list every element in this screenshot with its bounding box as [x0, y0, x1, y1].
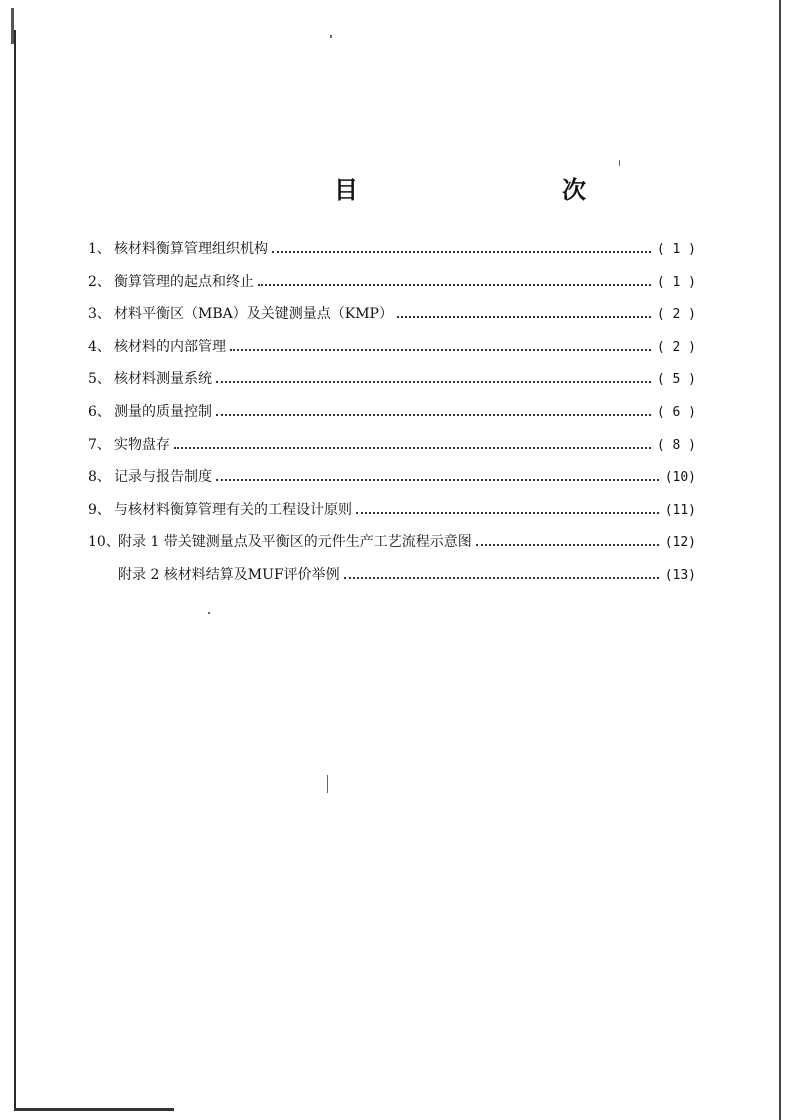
toc-entry[interactable]: [88, 271, 696, 304]
toc-entry-title: 衡算管理的起点和终止: [114, 273, 254, 290]
toc-entry-page: (10): [664, 470, 696, 486]
toc-entry[interactable]: [88, 336, 696, 369]
toc-entry[interactable]: [88, 531, 696, 564]
toc-entry-title: 测量的质量控制: [114, 403, 212, 420]
toc-entry-number: 5、: [88, 371, 111, 388]
toc-entry[interactable]: [88, 499, 696, 532]
dot-leader: [344, 577, 659, 579]
dot-leader: [216, 414, 651, 416]
toc-entry-number: 3、: [88, 306, 111, 323]
toc-entry-title: 材料平衡区（MBA）及关键测量点（KMP）: [114, 306, 393, 323]
toc-entry-page: ( 6 ): [656, 404, 696, 420]
toc-entry-number: 6、: [88, 403, 111, 420]
toc-entry-page: (13): [664, 567, 696, 583]
scan-speck: [330, 35, 332, 38]
toc-entry[interactable]: [88, 368, 696, 401]
toc-entry[interactable]: [88, 466, 696, 499]
toc-entry-page: ( 2 ): [656, 307, 696, 323]
scan-left-edge: [14, 30, 16, 1110]
dot-leader: [230, 349, 651, 351]
toc-entry-title: 核材料测量系统: [114, 371, 212, 388]
scan-left-mark: [11, 8, 14, 44]
toc-entry-page: ( 5 ): [656, 372, 696, 388]
toc-entry-number: 4、: [88, 338, 111, 355]
toc-entry[interactable]: [88, 434, 696, 467]
toc-entry-number: 9、: [88, 501, 111, 518]
toc-entry[interactable]: [88, 303, 696, 336]
toc-entry-title: 与核材料衡算管理有关的工程设计原则: [114, 501, 352, 518]
toc-entry-page: ( 1 ): [656, 242, 696, 257]
dot-leader: [397, 316, 651, 318]
toc-entry-page: ( 2 ): [656, 339, 696, 355]
toc-entry-title: 核材料的内部管理: [114, 338, 226, 355]
scan-bottom-edge: [14, 1108, 174, 1111]
toc-entry[interactable]: [88, 401, 696, 434]
page-title: 目 次: [334, 175, 638, 204]
toc-entry-number: 8、: [88, 469, 111, 486]
toc-entry-number: 2、: [88, 273, 111, 290]
toc-entry-number: 10、: [88, 534, 120, 551]
dot-leader: [174, 447, 651, 449]
dot-leader: [258, 284, 651, 286]
toc-entry-title: 附录 2 核材料结算及MUF评价举例: [118, 566, 340, 583]
scan-speck: [619, 160, 620, 166]
table-of-contents: [88, 238, 696, 597]
toc-entry[interactable]: [88, 564, 696, 597]
toc-entry-page: (12): [664, 535, 696, 551]
toc-entry[interactable]: [88, 238, 696, 271]
toc-entry-title: 实物盘存: [114, 436, 170, 453]
toc-entry-title: 核材料衡算管理组织机构: [114, 241, 268, 257]
dot-leader: [216, 381, 651, 383]
toc-entry-page: ( 8 ): [656, 437, 696, 453]
toc-entry-title: 记录与报告制度: [114, 469, 212, 486]
toc-entry-number: 1、: [88, 241, 111, 257]
toc-entry-page: ( 1 ): [656, 274, 696, 290]
scan-speck: [327, 775, 328, 793]
dot-leader: [476, 544, 659, 546]
toc-entry-page: (11): [664, 502, 696, 518]
scan-speck: [208, 612, 210, 614]
dot-leader: [272, 251, 651, 253]
dot-leader: [356, 512, 659, 514]
toc-entry-number: 7、: [88, 436, 111, 453]
dot-leader: [216, 479, 659, 481]
toc-entry-title: 附录 1 带关键测量点及平衡区的元件生产工艺流程示意图: [118, 534, 472, 551]
scan-right-edge: [779, 0, 781, 1120]
